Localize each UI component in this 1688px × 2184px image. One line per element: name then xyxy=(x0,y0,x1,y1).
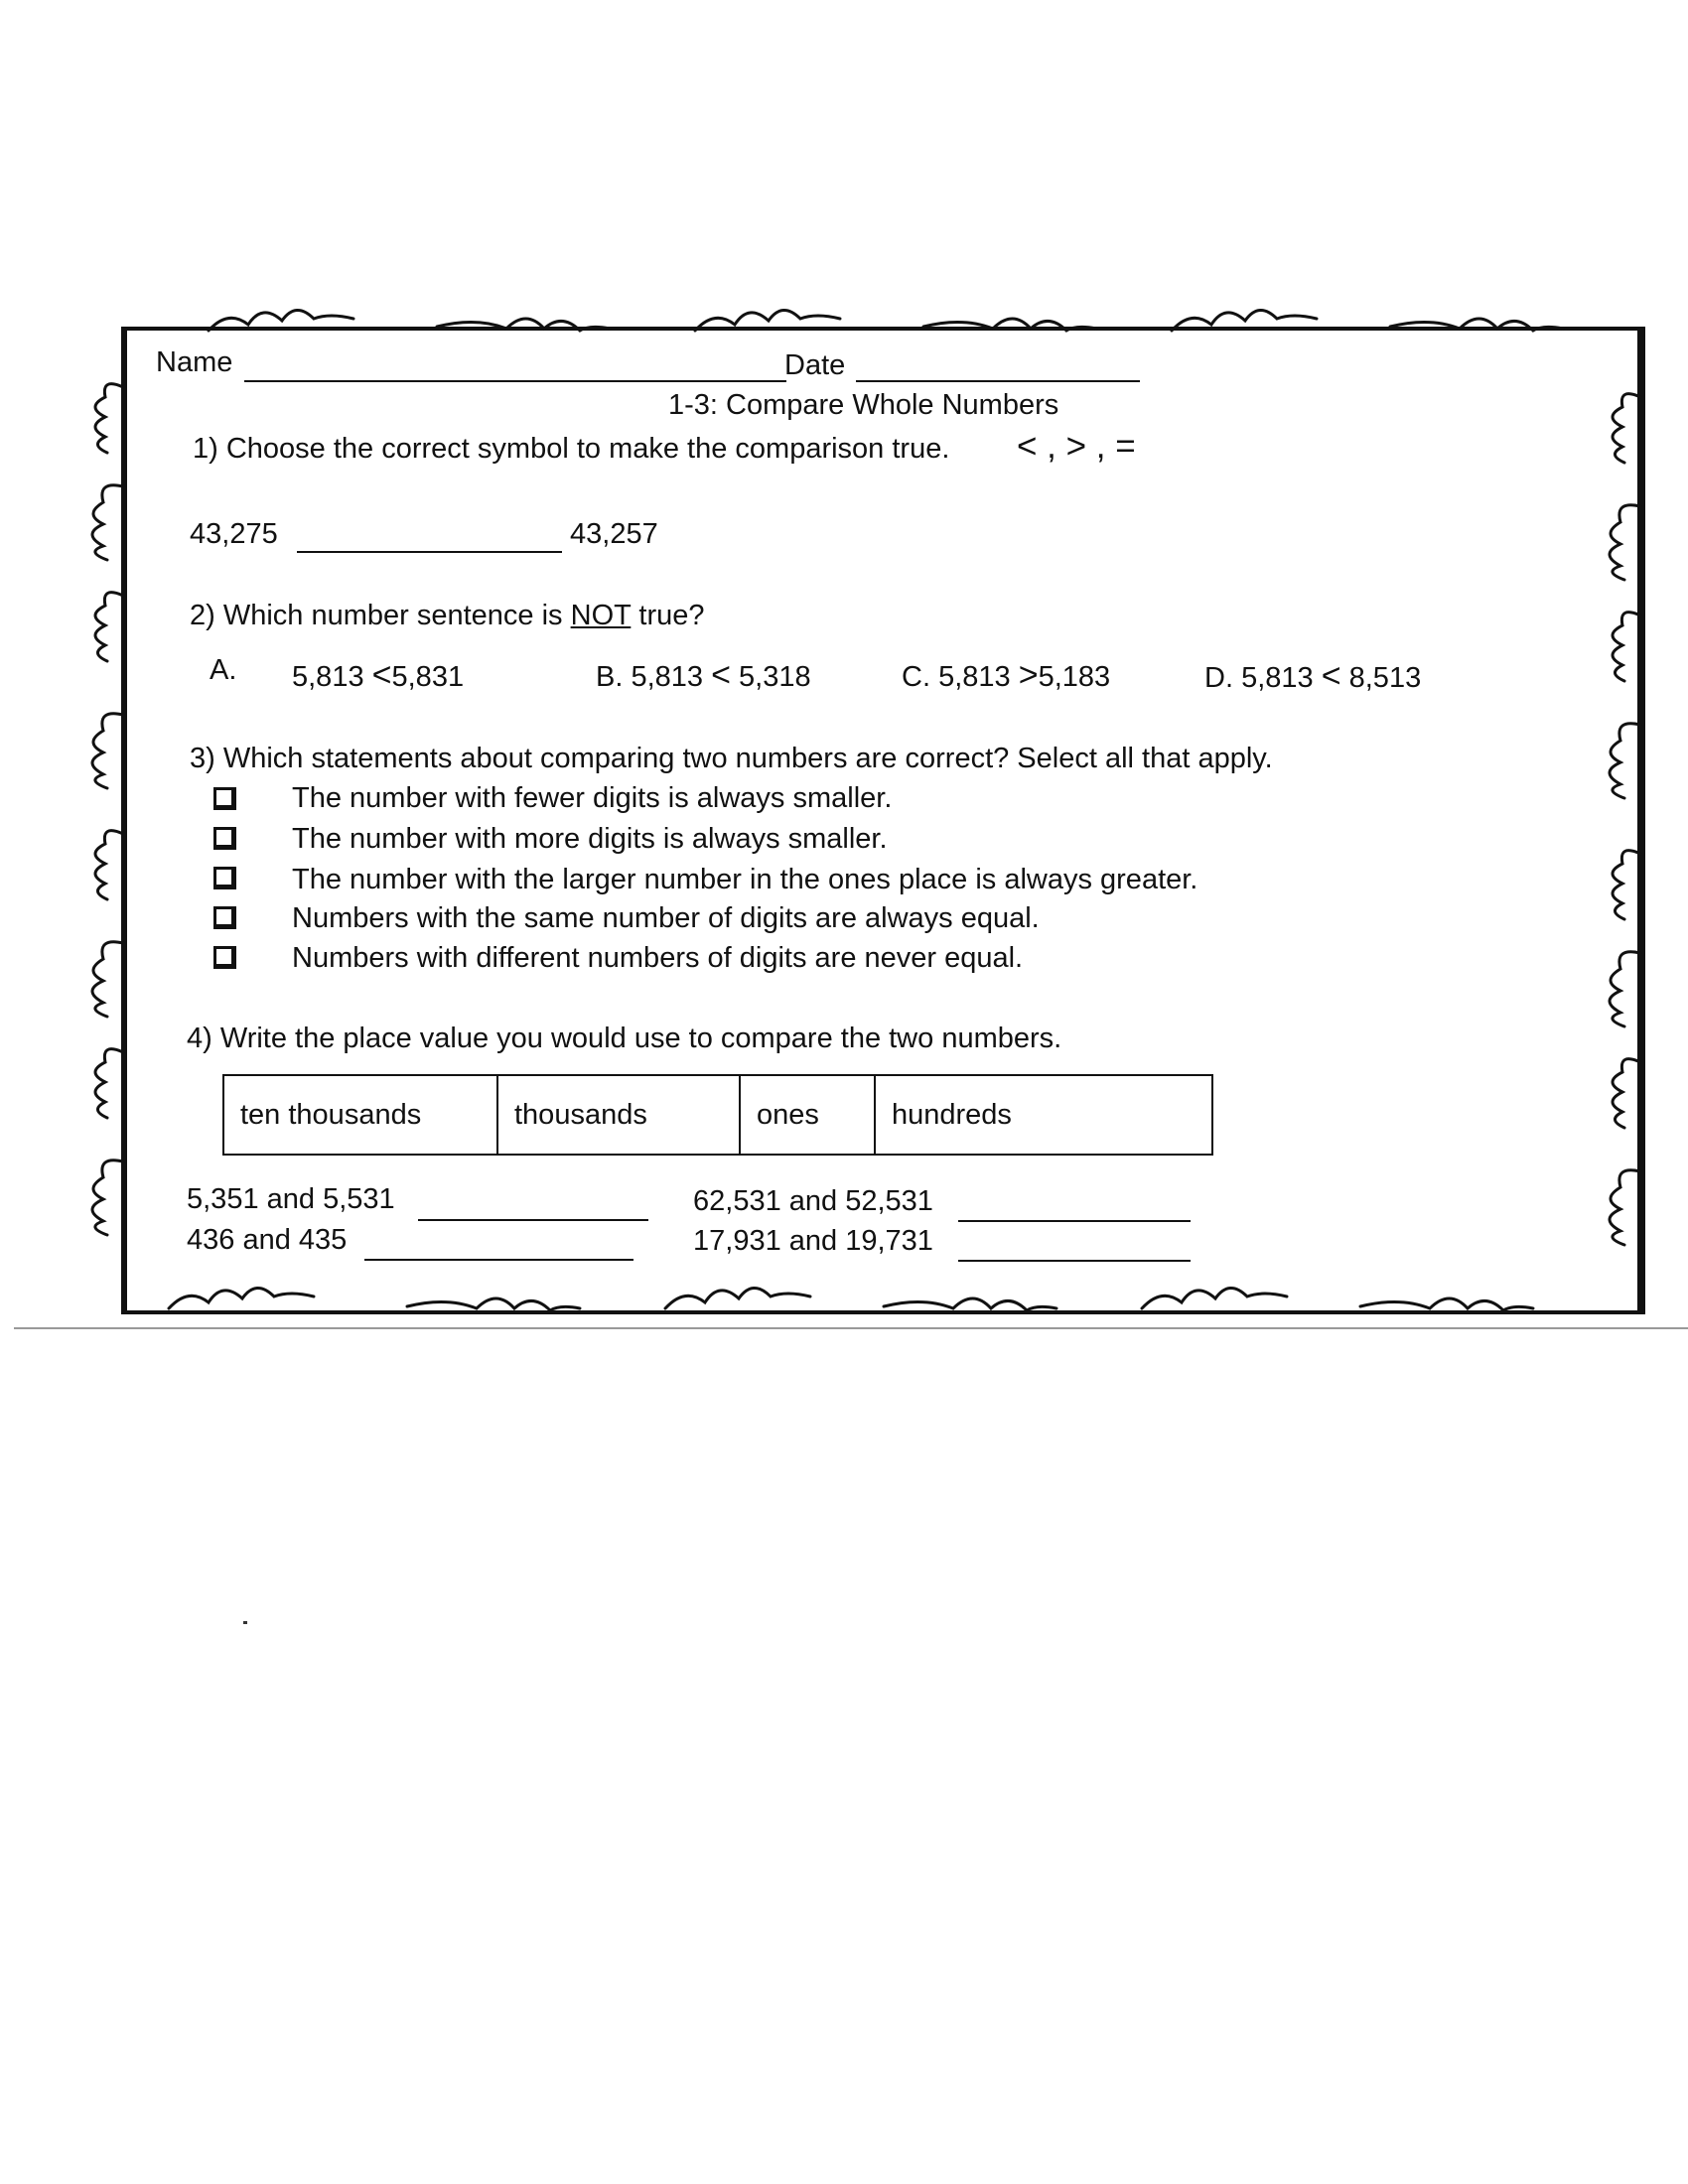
q4-answer-blank[interactable] xyxy=(958,1260,1191,1262)
name-label: Name xyxy=(156,346,233,378)
word-bank-cell: thousands xyxy=(497,1075,740,1155)
q1-prompt: 1) Choose the correct symbol to make the comparison true. xyxy=(193,433,950,465)
name-blank[interactable] xyxy=(244,380,786,382)
q2-option-a[interactable]: 5,813 <5,831 xyxy=(292,656,465,694)
date-label: Date xyxy=(784,349,846,381)
q2-option-a-letter[interactable]: A. xyxy=(210,654,237,686)
q4-answer-blank[interactable] xyxy=(418,1219,648,1221)
q2-option-d[interactable]: D. 5,813 < 8,513 xyxy=(1204,657,1422,695)
q1-right-number: 43,257 xyxy=(570,518,658,550)
q2-option-c[interactable]: C. 5,813 >5,183 xyxy=(902,656,1111,694)
q3-statement: The number with the larger number in the ones place is always greater. xyxy=(292,864,1198,895)
q4-pair: 17,931 and 19,731 xyxy=(693,1225,933,1257)
q2-not-emphasis: NOT xyxy=(570,600,632,631)
stray-mark xyxy=(243,1621,247,1624)
checkbox-icon[interactable] xyxy=(213,906,236,929)
word-bank-cell: hundreds xyxy=(875,1075,1212,1155)
checkbox-icon[interactable] xyxy=(213,867,236,889)
checkbox-icon[interactable] xyxy=(213,827,236,850)
q1-answer-blank[interactable] xyxy=(297,551,562,553)
date-blank[interactable] xyxy=(856,380,1140,382)
q4-answer-blank[interactable] xyxy=(364,1259,633,1261)
q3-statement: The number with more digits is always smaller. xyxy=(292,823,888,855)
q2-option-b[interactable]: B. 5,813 < 5,318 xyxy=(596,656,811,694)
q4-prompt: 4) Write the place value you would use to compare the two numbers. xyxy=(187,1023,1062,1054)
q3-statement: Numbers with the same number of digits are always equal. xyxy=(292,902,1040,934)
q4-answer-blank[interactable] xyxy=(958,1220,1191,1222)
checkbox-icon[interactable] xyxy=(213,787,236,810)
q1-left-number: 43,275 xyxy=(190,518,278,550)
q4-pair: 5,351 and 5,531 xyxy=(187,1183,395,1215)
q1-symbols: < , > , = xyxy=(1017,427,1136,466)
checkbox-icon[interactable] xyxy=(213,946,236,969)
word-bank-cell: ones xyxy=(740,1075,875,1155)
q2-prompt: 2) Which number sentence is NOT true? xyxy=(190,600,705,631)
q4-pair: 436 and 435 xyxy=(187,1224,348,1256)
worksheet-title: 1-3: Compare Whole Numbers xyxy=(668,389,1059,421)
q3-statement: The number with fewer digits is always smaller. xyxy=(292,782,893,814)
q4-pair: 62,531 and 52,531 xyxy=(693,1185,933,1217)
q3-prompt: 3) Which statements about comparing two numbers are correct? Select all that apply. xyxy=(190,743,1273,774)
word-bank-cell: ten thousands xyxy=(223,1075,497,1155)
q3-statement: Numbers with different numbers of digits are never equal. xyxy=(292,942,1024,974)
word-bank-table xyxy=(222,1074,1213,1156)
